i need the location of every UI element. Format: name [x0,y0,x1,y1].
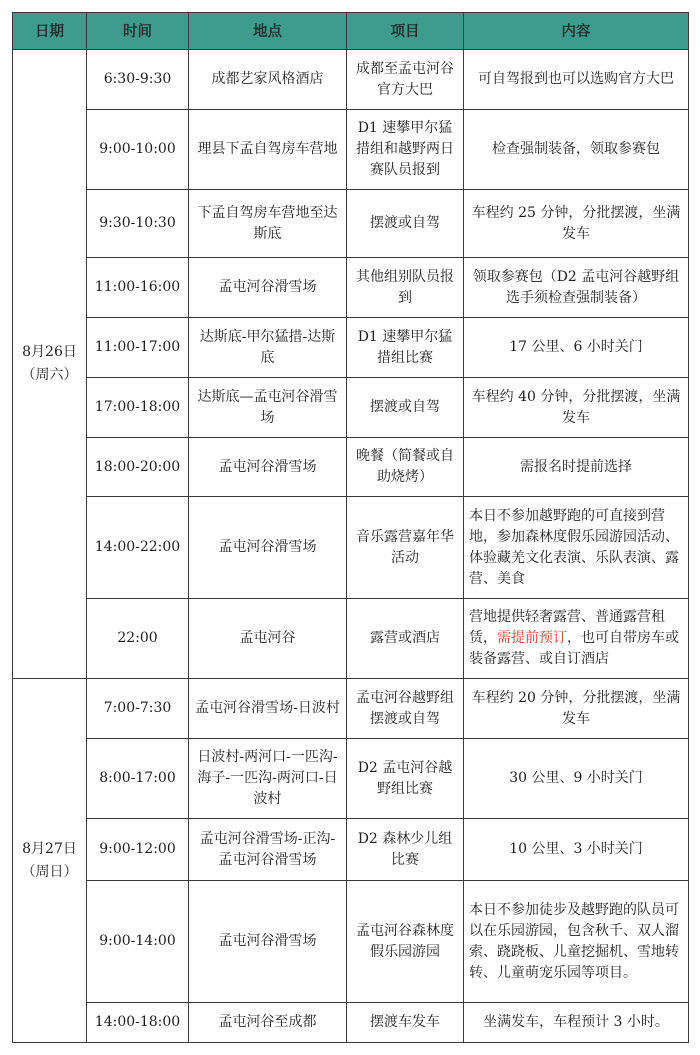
content-cell: 车程约 20 分钟，分批摆渡，坐满发车 [464,679,689,739]
item-cell: D1 速攀甲尔猛措组和越野两日赛队员报到 [347,110,464,190]
time-cell: 17:00-18:00 [87,378,189,438]
content-text: ，也可自带房车或装备露营、或自订酒店 [469,630,679,667]
header-row [13,13,689,50]
place-cell: 成都艺家风格酒店 [189,50,347,110]
place-cell: 理县下孟自驾房车营地 [189,110,347,190]
content-cell: 领取参赛包（D2 孟屯河谷越野组选手须检查强制装备） [464,258,689,318]
place-cell: 孟屯河谷滑雪场 [189,881,347,1003]
table-row [13,1003,689,1043]
content-cell: 10 公里、3 小时关门 [464,819,689,881]
place-cell: 孟屯河谷滑雪场-日波村 [189,679,347,739]
place-cell: 下孟自驾房车营地至达斯底 [189,190,347,258]
content-cell: 需报名时提前选择 [464,438,689,497]
table-row [13,881,689,1003]
table-row [13,190,689,258]
time-cell: 14:00-18:00 [87,1003,189,1043]
time-cell: 9:00-12:00 [87,819,189,881]
item-cell: 摆渡或自驾 [347,190,464,258]
item-cell: 孟屯河谷森林度假乐园游园 [347,881,464,1003]
content-cell: 车程约 40 分钟，分批摆渡，坐满发车 [464,378,689,438]
place-cell: 达斯底—孟屯河谷滑雪场 [189,378,347,438]
time-cell: 11:00-16:00 [87,258,189,318]
item-cell: 孟屯河谷越野组摆渡或自驾 [347,679,464,739]
item-cell: D2 孟屯河谷越野组比赛 [347,739,464,819]
content-text: 营地提供轻奢露营、普通露营租赁， [469,609,665,646]
place-cell: 孟屯河谷 [189,599,347,679]
content-cell: 车程约 25 分钟，分批摆渡，坐满发车 [464,190,689,258]
table-row [13,110,689,190]
place-cell: 达斯底-甲尔猛措-达斯底 [189,318,347,378]
table-row [13,318,689,378]
time-cell: 9:00-14:00 [87,881,189,1003]
table-row [13,438,689,497]
content-cell: 本日不参加徒步及越野跑的队员可以在乐园游园，包含秋千、双人溜索、跷跷板、儿童挖掘机、雪地转转、儿童萌宠乐园等项目。 [464,881,689,1003]
table-row [13,50,689,110]
header-content: 内容 [464,13,689,50]
header-item: 项目 [347,13,464,50]
place-cell: 孟屯河谷至成都 [189,1003,347,1043]
place-cell: 孟屯河谷滑雪场 [189,258,347,318]
schedule-table [12,12,689,1043]
content-cell: 17 公里、6 小时关门 [464,318,689,378]
item-cell: 成都至孟屯河谷官方大巴 [347,50,464,110]
time-cell: 14:00-22:00 [87,497,189,599]
content-cell: 本日不参加越野跑的可直接到营地，参加森林度假乐园游园活动、体验藏羌文化表演、乐队表演、露营、美食 [464,497,689,599]
item-cell: 摆渡车发车 [347,1003,464,1043]
content-cell: 检查强制装备，领取参赛包 [464,110,689,190]
item-cell: 晚餐（简餐或自助烧烤） [347,438,464,497]
header-date: 日期 [13,13,87,50]
table-row [13,739,689,819]
table-row [13,258,689,318]
table-row [13,378,689,438]
time-cell: 9:00-10:00 [87,110,189,190]
time-cell: 9:30-10:30 [87,190,189,258]
content-cell: 30 公里、9 小时关门 [464,739,689,819]
table-row [13,599,689,679]
booking-highlight: 需提前预订 [497,630,567,646]
place-cell: 日波村-两河口-一匹沟-海子-一匹沟-两河口-日波村 [189,739,347,819]
item-cell: 音乐露营嘉年华活动 [347,497,464,599]
time-cell: 11:00-17:00 [87,318,189,378]
item-cell: D2 森林少儿组比赛 [347,819,464,881]
time-cell: 7:00-7:30 [87,679,189,739]
place-cell: 孟屯河谷滑雪场 [189,438,347,497]
place-cell: 孟屯河谷滑雪场 [189,497,347,599]
date-cell: 8月26日（周六） [13,50,87,679]
time-cell: 22:00 [87,599,189,679]
item-cell: 露营或酒店 [347,599,464,679]
header-place: 地点 [189,13,347,50]
time-cell: 6:30-9:30 [87,50,189,110]
header-time: 时间 [87,13,189,50]
content-cell: 坐满发车，车程预计 3 小时。 [464,1003,689,1043]
date-cell: 8月27日（周日） [13,679,87,1043]
table-row [13,679,689,739]
item-cell: 摆渡或自驾 [347,378,464,438]
table-row [13,497,689,599]
item-cell: 其他组别队员报到 [347,258,464,318]
content-cell: 可自驾报到也可以选购官方大巴 [464,50,689,110]
time-cell: 8:00-17:00 [87,739,189,819]
item-cell: D1 速攀甲尔猛措组比赛 [347,318,464,378]
content-cell [464,599,689,679]
table-row [13,819,689,881]
place-cell: 孟屯河谷滑雪场-正沟-孟屯河谷滑雪场 [189,819,347,881]
time-cell: 18:00-20:00 [87,438,189,497]
